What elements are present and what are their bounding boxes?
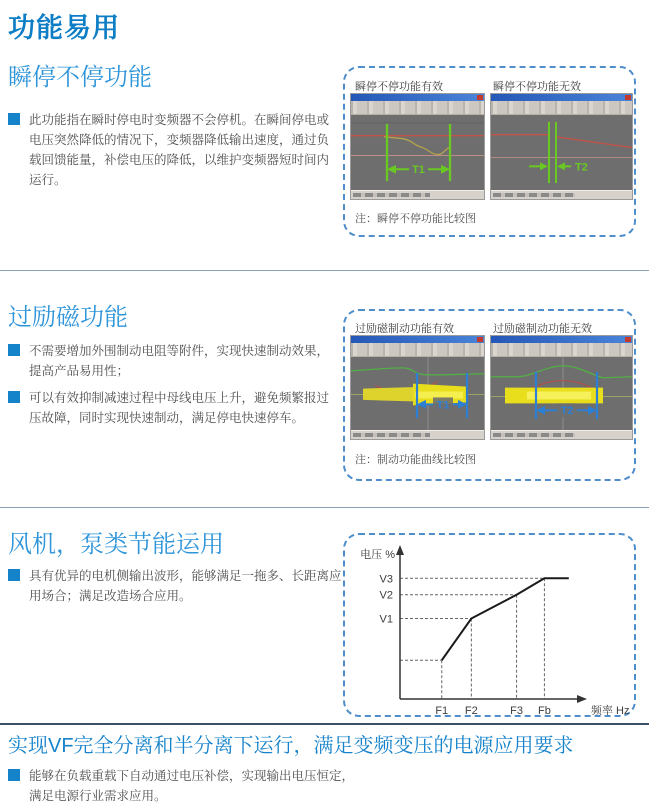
bullet-text: 此功能指在瞬时停电时变频器不会停机。在瞬间停电或电压突然降低的情况下，变频器降低输出速度，通过负载回馈能量，补偿电压的降低，以维护变频器短时间内运行。	[29, 113, 330, 187]
section-bullets	[8, 766, 360, 806]
panel-note: 注：制动功能曲线比较图	[355, 454, 476, 466]
panel-vf-curve	[343, 533, 636, 717]
scope-titlebar	[491, 94, 632, 101]
bullet-square-icon	[8, 391, 20, 403]
section-heading-overexcitation: 过励磁功能	[8, 304, 128, 331]
bullet-square-icon	[8, 113, 20, 125]
bullet-text: 能够在负载重载下自动通过电压补偿，实现输出电压恒定，满足电源行业需求应用。	[29, 769, 355, 803]
t2-marker-label: T2	[575, 161, 588, 174]
section-heading-vf-separation: 实现VF完全分离和半分离下运行，满足变频变压的电源应用要求	[8, 735, 574, 757]
page-title: 功能易用	[8, 13, 120, 43]
x-tick-label: F2	[464, 705, 478, 715]
scope-toolbar	[351, 343, 484, 357]
bullet-item	[8, 766, 360, 806]
scope-caption-left: 过励磁制动功能有效	[355, 323, 454, 335]
scope-toolbar	[491, 101, 632, 115]
vf-curve-line	[442, 578, 569, 660]
section-bullets	[8, 566, 346, 606]
scope-titlebar	[491, 336, 632, 343]
y-tick-label: V1	[379, 613, 393, 626]
oscilloscope-screenshot-brake-effective	[351, 336, 484, 439]
panel-note: 注：瞬停不停功能比较图	[355, 213, 476, 225]
panel-overexcitation	[343, 309, 636, 481]
scope-statusbar	[351, 190, 484, 199]
section-heading-instant-stop: 瞬停不停功能	[8, 64, 152, 91]
close-icon	[477, 337, 483, 342]
scope-caption-left: 瞬停不停功能有效	[355, 81, 443, 93]
y-tick-label: V2	[379, 589, 393, 602]
scope-statusbar	[491, 430, 632, 439]
oscilloscope-screenshot-brake-ineffective	[491, 336, 632, 439]
close-icon	[625, 337, 631, 342]
scope-caption-right: 过励磁制动功能无效	[493, 323, 592, 335]
bullet-item	[8, 388, 330, 428]
vf-curve-chart	[345, 535, 634, 715]
t1-marker-label: T1	[412, 164, 425, 177]
t2-marker-label: T2	[560, 405, 574, 418]
section-bullets	[8, 341, 330, 428]
scope-statusbar	[491, 190, 632, 199]
scope-titlebar	[351, 94, 484, 101]
section-divider	[0, 270, 649, 271]
bullet-square-icon	[8, 344, 20, 356]
scope-statusbar	[351, 430, 484, 439]
scope-caption-right: 瞬停不停功能无效	[493, 81, 581, 93]
scope-plot	[491, 357, 632, 430]
y-tick-label: V3	[379, 573, 393, 586]
bullet-square-icon	[8, 769, 20, 781]
scope-toolbar	[491, 343, 632, 357]
bullet-item	[8, 566, 346, 606]
x-tick-label: Fb	[537, 705, 551, 715]
bullet-text: 具有优异的电机侧输出波形，能够满足一拖多、长距离应用场合；满足改造场合应用。	[29, 569, 342, 603]
bullet-text: 不需要增加外围制动电阻等附件，实现快速制动效果，提高产品易用性；	[29, 344, 330, 378]
close-icon	[477, 95, 483, 100]
panel-instant-stop	[343, 66, 636, 237]
y-axis-title: 电压 %	[360, 549, 395, 561]
x-tick-label: F3	[510, 705, 524, 715]
scope-toolbar	[351, 101, 484, 115]
x-axis-arrow-icon	[577, 695, 587, 703]
x-tick-label: F1	[435, 705, 449, 715]
oscilloscope-screenshot-ineffective	[491, 94, 632, 199]
section-divider	[0, 507, 649, 508]
scope-titlebar	[351, 336, 484, 343]
scope-plot	[491, 115, 632, 190]
bullet-item	[8, 341, 330, 381]
bullet-text: 可以有效抑制减速过程中母线电压上升，避免频繁报过压故障，同时实现快速制动，满足停电快速停车。	[29, 391, 330, 425]
bullet-square-icon	[8, 569, 20, 581]
x-axis-title: 频率 Hz	[591, 705, 630, 715]
bottom-divider	[0, 723, 649, 725]
scope-plot	[351, 357, 484, 430]
section-heading-fan-pump: 风机，泵类节能运用	[8, 531, 224, 558]
section-bullets	[8, 110, 330, 190]
t1-marker-label: T1	[436, 399, 450, 412]
scope-plot	[351, 115, 484, 190]
y-axis-arrow-icon	[396, 545, 404, 555]
close-icon	[625, 95, 631, 100]
bullet-item	[8, 110, 330, 190]
oscilloscope-screenshot-effective	[351, 94, 484, 199]
